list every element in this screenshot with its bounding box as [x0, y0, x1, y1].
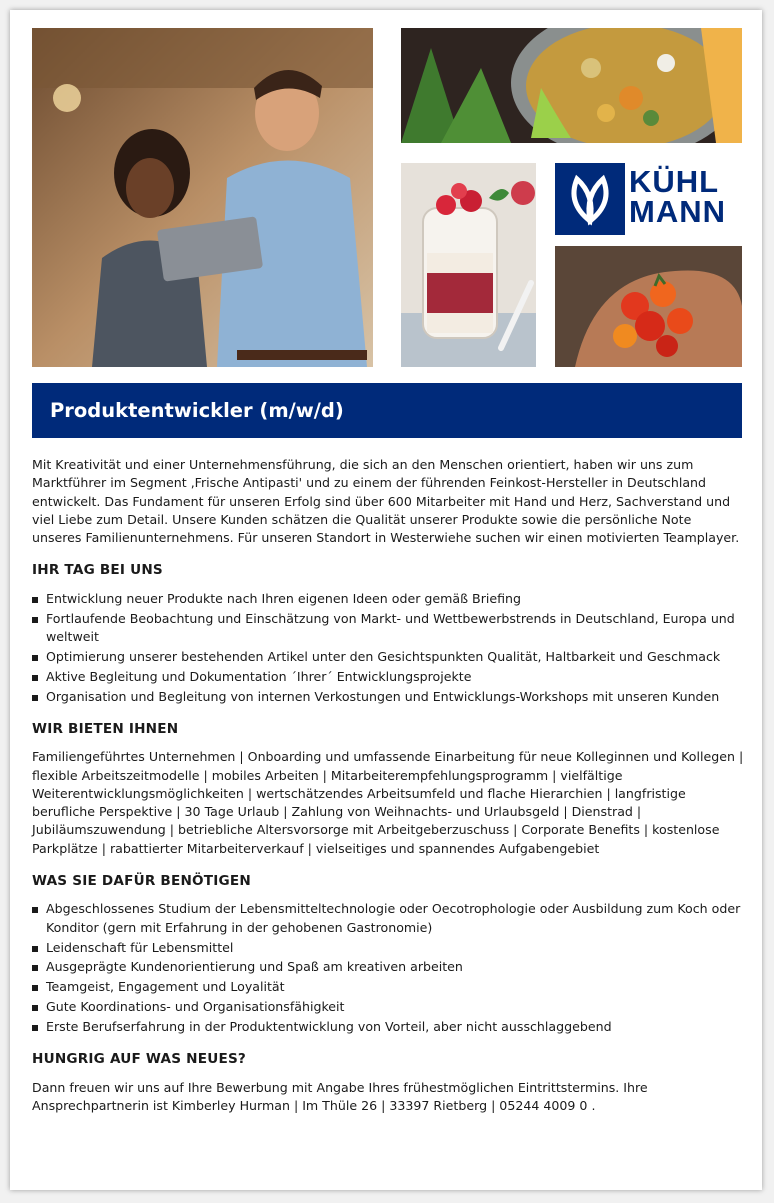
dessert-jar-photo: [401, 163, 536, 367]
job-ad-page: [10, 10, 762, 1190]
closing-text: Dann freuen wir uns auf Ihre Bewerbung mit Angabe Ihres frühestmöglichen Eintrittstermins. Ihre Ansprechpartnerin ist Kimberley Hurman | Im Thüle 26 | 33397 Rietberg | 05244 4009 0 .: [32, 1079, 648, 1113]
list-item: Fortlaufende Beobachtung und Einschätzung von Markt- und Wettbewerbstrends in Deutschland, Europa und weltweit: [32, 610, 744, 647]
logo-wordmark: [629, 164, 739, 229]
team-photo: [32, 28, 373, 367]
list-item: Organisation und Begleitung von internen Verkostungen und Entwicklungs-Workshops mit unseren Kunden: [32, 688, 736, 706]
tasks-heading: IHR TAG BEI UNS: [32, 562, 163, 579]
list-item: Optimierung unserer bestehenden Artikel unter den Gesichtspunkten Qualität, Haltbarkeit und Geschmack: [32, 648, 736, 666]
intro-text: Mit Kreativität und einer Unternehmensführung, die sich an den Menschen orientiert, haben wir uns zum Marktführer im Segment ‚Frische Antipasti' und zu einem der führenden Feinkost-Hersteller in Deutschland entwickelt. Das Fundament für unseren Erfolg sind über 600 Mitarbeiter mit Hand und Herz, Sachverstand und viel Liebe zum Detail. Unsere Kunden schätzen die Qualität unserer Produkte sowie die persönliche Note unseres Familienunternehmens. Für unseren Standort in Westerwiehe suchen wir einen motivierten Teamplayer.: [32, 457, 740, 546]
list-item: Abgeschlossenes Studium der Lebensmitteltechnologie oder Oecotrophologie oder Ausbildung zum Koch oder Konditor (gern mit Erfahrung in der gehobenen Gastronomie): [32, 900, 744, 937]
offer-text: Familiengeführtes Unternehmen | Onboarding und umfassende Einarbeitung für neue Kolleginnen und Kollegen | flexible Arbeitszeitmodelle | mobiles Arbeiten | Mitarbeiterempfehlungsprogramm | vielfältige Weiterentwicklungsmöglichkeiten | wertschätzendes Arbeitsumfeld und flache Hierarchien | langfristige berufliche Perspektive | 30 Tage Urlaub | Zahlung von Weihnachts- und Urlaubsgeld | Dienstrad | Jubiläumszuwendung | betriebliche Altersvorsorge mit Arbeitgeberzuschuss | Corporate Benefits | kostenlose Parkplätze | rabattierter Mitarbeiterverkauf | vielseitiges und spannendes Aufgabengebiet: [32, 749, 744, 856]
list-item: Entwicklung neuer Produkte nach Ihren eigenen Ideen oder gemäß Briefing: [32, 590, 744, 608]
requirements-heading: WAS SIE DAFÜR BENÖTIGEN: [32, 873, 251, 890]
offer-heading: WIR BIETEN IHNEN: [32, 720, 179, 737]
tomatoes-in-hand-photo: [555, 246, 742, 367]
closing-heading: HUNGRIG AUF WAS NEUES?: [32, 1051, 247, 1068]
list-item: Leidenschaft für Lebensmittel: [32, 939, 744, 957]
list-item: Aktive Begleitung und Dokumentation ´Ihrer´ Entwicklungsprojekte: [32, 668, 744, 686]
list-item: Ausgeprägte Kundenorientierung und Spaß am kreativen arbeiten: [32, 958, 744, 976]
list-item: Teamgeist, Engagement und Loyalität: [32, 978, 744, 996]
list-item: Gute Koordinations- und Organisationsfähigkeit: [32, 998, 744, 1016]
requirements-list: [32, 900, 744, 1036]
job-description: [32, 456, 744, 1115]
kuehlmann-logo: [555, 163, 742, 235]
tasks-list: [32, 590, 744, 706]
logo-line-1: KÜHL: [629, 164, 720, 199]
salad-photo: [401, 28, 742, 143]
list-item: Erste Berufserfahrung in der Produktentwicklung von Vorteil, aber nicht ausschlaggebend: [32, 1018, 744, 1036]
job-title: Produktentwickler (m/w/d): [50, 399, 344, 422]
job-title-banner: [32, 383, 742, 438]
logo-line-2: MANN: [629, 194, 726, 229]
